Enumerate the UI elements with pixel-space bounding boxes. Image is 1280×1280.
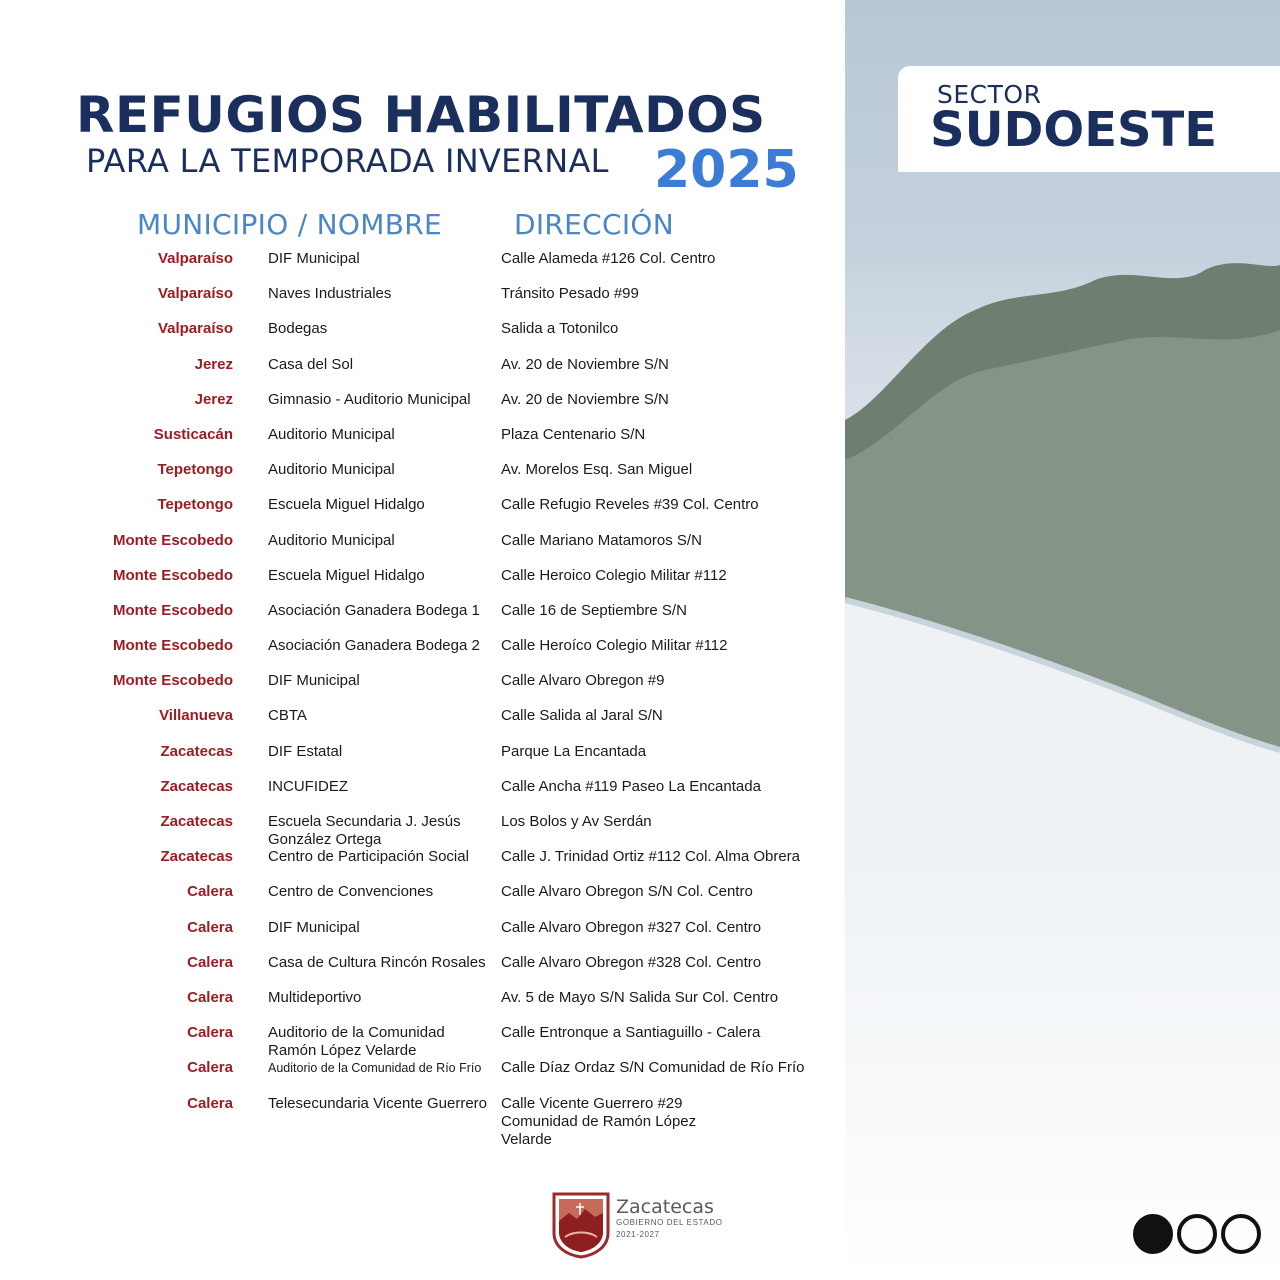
table-row (0, 954, 845, 989)
row-direccion: Calle Alvaro Obregon S/N Col. Centro (501, 883, 753, 901)
row-nombre: Casa del Sol (268, 355, 354, 373)
row-direccion: Calle Vicente Guerrero #29 Comunidad de Ramón López Velarde (501, 1094, 697, 1148)
row-nombre: Auditorio de la Comunidad de Río Frío (268, 1061, 482, 1076)
table-row (0, 320, 845, 355)
row-nombre: Auditorio Municipal (268, 531, 395, 549)
row-nombre: DIF Estatal (268, 742, 343, 760)
carousel-dot-1[interactable] (1133, 1214, 1173, 1254)
table-row (0, 356, 845, 391)
carousel-dot-3[interactable] (1221, 1214, 1261, 1254)
carousel-dot-2[interactable] (1177, 1214, 1217, 1254)
row-direccion: Calle Heroico Colegio Militar #112 (501, 566, 727, 584)
table-row (0, 672, 845, 707)
row-direccion: Av. Morelos Esq. San Miguel (501, 461, 693, 479)
row-nombre: CBTA (268, 707, 307, 725)
row-municipio: Monte Escobedo (112, 531, 233, 549)
row-municipio: Valparaíso (157, 285, 233, 303)
row-municipio: Zacatecas (160, 848, 233, 866)
row-direccion: Tránsito Pesado #99 (501, 285, 639, 303)
table-row (0, 1059, 845, 1094)
row-municipio: Jerez (194, 390, 233, 408)
row-nombre: Gimnasio - Auditorio Municipal (268, 390, 471, 408)
row-municipio: Monte Escobedo (112, 637, 233, 655)
row-direccion: Calle Mariano Matamoros S/N (501, 531, 702, 549)
row-nombre: Escuela Secundaria J. Jesús González Ortega (268, 813, 461, 848)
row-nombre: DIF Municipal (268, 672, 360, 690)
table-row (0, 883, 845, 918)
column-header-direccion: DIRECCIÓN (514, 208, 675, 241)
row-nombre: Casa de Cultura Rincón Rosales (268, 953, 486, 971)
column-header-municipio: MUNICIPIO / NOMBRE (137, 208, 442, 241)
logo-name: Zacatecas (616, 1196, 714, 1218)
row-nombre: DIF Municipal (268, 250, 360, 267)
row-nombre: Asociación Ganadera Bodega 2 (268, 637, 480, 655)
row-direccion: Calle Alvaro Obregon #9 (501, 672, 665, 690)
row-municipio: Calera (187, 988, 233, 1006)
row-nombre: Asociación Ganadera Bodega 1 (268, 601, 480, 619)
row-municipio: Calera (187, 1024, 233, 1042)
table-row (0, 813, 845, 848)
row-nombre: Centro de Convenciones (268, 883, 434, 901)
table-row (0, 496, 845, 531)
row-municipio: Zacatecas (160, 813, 233, 830)
table-row (0, 848, 845, 883)
table-row (0, 250, 845, 285)
table-row (0, 426, 845, 461)
row-direccion: Av. 20 de Noviembre S/N (501, 390, 669, 408)
table-row (0, 602, 845, 637)
table-row (0, 567, 845, 602)
row-municipio: Monte Escobedo (112, 672, 233, 690)
row-nombre: Multideportivo (268, 988, 362, 1006)
row-municipio: Zacatecas (160, 742, 233, 760)
row-nombre: DIF Municipal (268, 918, 360, 936)
sector-label: SECTOR (937, 80, 1042, 109)
row-municipio: Valparaíso (157, 320, 233, 338)
row-direccion: Calle Salida al Jaral S/N (501, 707, 663, 725)
row-municipio: Jerez (194, 355, 233, 373)
zacatecas-logo-icon (551, 1191, 611, 1259)
row-municipio: Tepetongo (157, 496, 233, 514)
shelter-list (0, 250, 845, 1148)
row-direccion: Calle Alvaro Obregon #327 Col. Centro (501, 918, 762, 936)
table-row (0, 532, 845, 567)
row-nombre: INCUFIDEZ (268, 777, 348, 795)
row-municipio: Zacatecas (160, 777, 233, 795)
row-direccion: Av. 20 de Noviembre S/N (501, 355, 669, 373)
table-row (0, 743, 845, 778)
row-direccion: Parque La Encantada (501, 742, 647, 760)
table-row (0, 285, 845, 320)
row-direccion: Calle Ancha #119 Paseo La Encantada (501, 777, 761, 795)
row-municipio: Susticacán (153, 425, 233, 443)
table-row (0, 989, 845, 1024)
table-row (0, 778, 845, 813)
row-direccion: Salida a Totonilco (501, 320, 619, 338)
row-nombre: Escuela Miguel Hidalgo (268, 496, 425, 514)
table-row (0, 1024, 845, 1059)
year-label: 2025 (654, 140, 799, 200)
table-row (0, 391, 845, 426)
row-municipio: Calera (187, 1094, 233, 1112)
row-direccion: Calle 16 de Septiembre S/N (501, 601, 687, 619)
logo-subtitle: GOBIERNO DEL ESTADO (616, 1218, 723, 1227)
row-direccion: Calle Refugio Reveles #39 Col. Centro (501, 496, 759, 514)
logo-years: 2021-2027 (616, 1230, 660, 1239)
row-direccion: Av. 5 de Mayo S/N Salida Sur Col. Centro (501, 988, 779, 1006)
row-direccion: Calle Díaz Ordaz S/N Comunidad de Río Frío (501, 1059, 805, 1077)
row-nombre: Auditorio de la Comunidad Ramón López Velarde (268, 1024, 445, 1060)
row-municipio: Monte Escobedo (112, 566, 233, 584)
snow-photo (845, 0, 1280, 1280)
row-direccion: Los Bolos y Av Serdán (501, 813, 652, 830)
table-row (0, 707, 845, 742)
row-municipio: Tepetongo (157, 461, 233, 479)
row-nombre: Centro de Participación Social (268, 848, 469, 866)
table-row (0, 919, 845, 954)
row-nombre: Naves Industriales (268, 285, 392, 303)
row-direccion: Calle Alameda #126 Col. Centro (501, 250, 716, 267)
row-municipio: Calera (187, 953, 233, 971)
row-municipio: Calera (187, 918, 233, 936)
page-subtitle: PARA LA TEMPORADA INVERNAL (86, 142, 609, 180)
row-municipio: Calera (187, 1059, 233, 1077)
row-municipio: Valparaíso (157, 250, 233, 267)
row-direccion: Calle J. Trinidad Ortiz #112 Col. Alma Obrera (501, 848, 801, 866)
row-nombre: Escuela Miguel Hidalgo (268, 566, 425, 584)
table-row (0, 637, 845, 672)
sector-name: SUDOESTE (930, 102, 1218, 158)
row-nombre: Telesecundaria Vicente Guerrero (268, 1094, 488, 1112)
row-nombre: Auditorio Municipal (268, 425, 395, 443)
row-nombre: Bodegas (268, 320, 328, 338)
page-title: REFUGIOS HABILITADOS (76, 86, 766, 144)
row-municipio: Monte Escobedo (112, 601, 233, 619)
carousel-dots[interactable] (1133, 1214, 1265, 1256)
table-row (0, 1094, 845, 1148)
row-direccion: Calle Alvaro Obregon #328 Col. Centro (501, 953, 762, 971)
row-nombre: Auditorio Municipal (268, 461, 395, 479)
row-direccion: Plaza Centenario S/N (501, 425, 646, 443)
row-direccion: Calle Entronque a Santiaguillo - Calera (501, 1024, 761, 1042)
row-direccion: Calle Heroíco Colegio Militar #112 (501, 637, 728, 655)
row-municipio: Calera (187, 883, 233, 901)
table-row (0, 461, 845, 496)
row-municipio: Villanueva (159, 707, 233, 725)
